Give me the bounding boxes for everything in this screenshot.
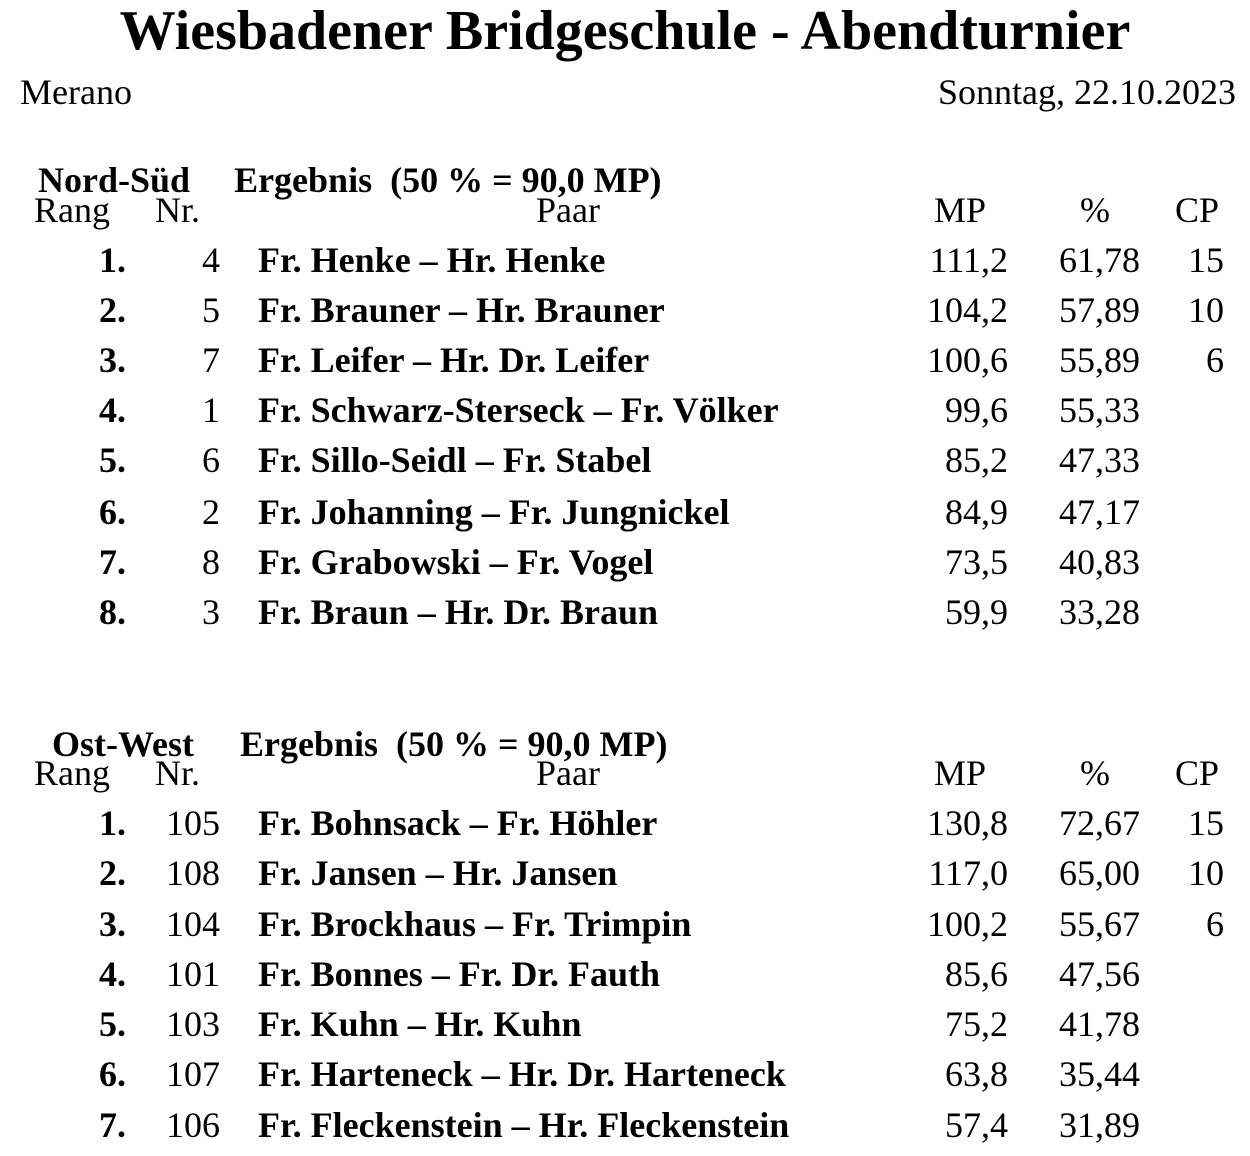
pair-names-cell: Fr. Bonnes – Fr. Dr. Fauth — [258, 954, 661, 994]
rank-cell: 6. — [99, 1054, 126, 1094]
pair-names-cell: Fr. Fleckenstein – Hr. Fleckenstein — [258, 1105, 790, 1145]
pair-number-cell: 105 — [166, 803, 220, 843]
table-row — [0, 285, 1250, 335]
pair-number-cell: 2 — [202, 492, 220, 532]
pair-number-cell: 4 — [202, 240, 220, 280]
rank-cell: 3. — [99, 904, 126, 944]
pair-number-cell: 7 — [202, 340, 220, 380]
pair-number-cell: 6 — [202, 440, 220, 480]
table-row — [0, 949, 1250, 999]
club-points-cell: 6 — [1206, 340, 1224, 380]
pair-names-cell: Fr. Harteneck – Hr. Dr. Harteneck — [258, 1054, 786, 1094]
column-header-pct: % — [1080, 753, 1110, 793]
rank-cell: 2. — [99, 853, 126, 893]
rank-cell: 7. — [99, 1105, 126, 1145]
date-label: Sonntag, 22.10.2023 — [937, 72, 1236, 112]
column-header-nr: Nr. — [155, 190, 200, 230]
club-points-cell: 6 — [1206, 904, 1224, 944]
pair-number-cell: 5 — [202, 290, 220, 330]
percent-cell: 47,56 — [1059, 954, 1140, 994]
section-result: Ergebnis (50 % = 90,0 MP) — [234, 160, 662, 200]
pair-number-cell: 1 — [202, 390, 220, 430]
rank-cell: 7. — [99, 542, 126, 582]
table-row — [0, 537, 1250, 587]
matchpoints-cell: 100,2 — [927, 904, 1008, 944]
pair-names-cell: Fr. Johanning – Fr. Jungnickel — [258, 492, 730, 532]
pair-number-cell: 103 — [166, 1004, 220, 1044]
rank-cell: 3. — [99, 340, 126, 380]
table-row — [0, 999, 1250, 1049]
percent-cell: 40,83 — [1059, 542, 1140, 582]
pair-number-cell: 106 — [166, 1105, 220, 1145]
pair-names-cell: Fr. Schwarz-Sterseck – Fr. Völker — [258, 390, 779, 430]
rank-cell: 1. — [99, 803, 126, 843]
matchpoints-cell: 117,0 — [928, 853, 1008, 893]
table-row — [0, 1049, 1250, 1099]
rank-cell: 5. — [99, 1004, 126, 1044]
rank-cell: 1. — [99, 240, 126, 280]
percent-cell: 55,33 — [1059, 390, 1140, 430]
percent-cell: 57,89 — [1059, 290, 1140, 330]
percent-cell: 33,28 — [1059, 592, 1140, 632]
club-points-cell: 15 — [1188, 240, 1224, 280]
table-row — [0, 235, 1250, 285]
pair-number-cell: 107 — [166, 1054, 220, 1094]
pair-names-cell: Fr. Sillo-Seidl – Fr. Stabel — [258, 440, 652, 480]
pair-names-cell: Fr. Henke – Hr. Henke — [258, 240, 606, 280]
club-points-cell: 15 — [1188, 803, 1224, 843]
table-row — [0, 385, 1250, 435]
table-row — [0, 798, 1250, 848]
matchpoints-cell: 99,6 — [945, 390, 1008, 430]
percent-cell: 35,44 — [1059, 1054, 1140, 1094]
matchpoints-cell: 73,5 — [945, 542, 1008, 582]
column-header-nr: Nr. — [155, 753, 200, 793]
matchpoints-cell: 85,6 — [945, 954, 1008, 994]
pair-number-cell: 8 — [202, 542, 220, 582]
column-header-mp: MP — [933, 753, 987, 793]
rank-cell: 4. — [99, 954, 126, 994]
percent-cell: 31,89 — [1059, 1105, 1140, 1145]
club-points-cell: 10 — [1188, 853, 1224, 893]
percent-cell: 41,78 — [1059, 1004, 1140, 1044]
column-header-mp: MP — [933, 190, 987, 230]
section-direction: Ost-West — [52, 724, 194, 764]
percent-cell: 72,67 — [1059, 803, 1140, 843]
matchpoints-cell: 104,2 — [927, 290, 1008, 330]
pair-number-cell: 104 — [166, 904, 220, 944]
matchpoints-cell: 100,6 — [927, 340, 1008, 380]
percent-cell: 47,17 — [1059, 492, 1140, 532]
table-row — [0, 487, 1250, 537]
matchpoints-cell: 57,4 — [945, 1105, 1008, 1145]
percent-cell: 55,89 — [1059, 340, 1140, 380]
pair-names-cell: Fr. Braun – Hr. Dr. Braun — [258, 592, 659, 632]
column-header-cp: CP — [1174, 753, 1220, 793]
club-points-cell: 10 — [1188, 290, 1224, 330]
pair-names-cell: Fr. Kuhn – Hr. Kuhn — [258, 1004, 582, 1044]
pair-names-cell: Fr. Brockhaus – Fr. Trimpin — [258, 904, 692, 944]
column-header-pct: % — [1080, 190, 1110, 230]
matchpoints-cell: 85,2 — [945, 440, 1008, 480]
table-row — [0, 848, 1250, 898]
table-header-ost-west — [0, 748, 1250, 798]
percent-cell: 65,00 — [1059, 853, 1140, 893]
matchpoints-cell: 111,2 — [929, 240, 1008, 280]
matchpoints-cell: 75,2 — [945, 1004, 1008, 1044]
table-header-nord-sued — [0, 185, 1250, 235]
pair-number-cell: 108 — [166, 853, 220, 893]
pair-number-cell: 3 — [202, 592, 220, 632]
section-direction: Nord-Süd — [38, 160, 191, 200]
percent-cell: 47,33 — [1059, 440, 1140, 480]
rank-cell: 6. — [99, 492, 126, 532]
column-header-paar: Paar — [536, 190, 600, 230]
column-header-paar: Paar — [536, 753, 600, 793]
percent-cell: 61,78 — [1059, 240, 1140, 280]
table-row — [0, 587, 1250, 637]
rank-cell: 2. — [99, 290, 126, 330]
percent-cell: 55,67 — [1059, 904, 1140, 944]
location-label: Merano — [20, 72, 132, 112]
pair-number-cell: 101 — [166, 954, 220, 994]
page-title: Wiesbadener Bridgeschule - Abendturnier — [119, 0, 1131, 62]
rank-cell: 5. — [99, 440, 126, 480]
table-row — [0, 435, 1250, 485]
section-result: Ergebnis (50 % = 90,0 MP) — [239, 724, 668, 764]
pair-names-cell: Fr. Jansen – Hr. Jansen — [258, 853, 618, 893]
matchpoints-cell: 59,9 — [945, 592, 1008, 632]
rank-cell: 4. — [99, 390, 126, 430]
column-header-cp: CP — [1174, 190, 1220, 230]
pair-names-cell: Fr. Bohnsack – Fr. Höhler — [258, 803, 658, 843]
column-header-rang: Rang — [34, 753, 110, 793]
table-row — [0, 1100, 1250, 1150]
pair-names-cell: Fr. Grabowski – Fr. Vogel — [258, 542, 654, 582]
table-row — [0, 899, 1250, 949]
table-row — [0, 335, 1250, 385]
rank-cell: 8. — [99, 592, 126, 632]
pair-names-cell: Fr. Leifer – Hr. Dr. Leifer — [258, 340, 650, 380]
matchpoints-cell: 84,9 — [945, 492, 1008, 532]
matchpoints-cell: 63,8 — [945, 1054, 1008, 1094]
pair-names-cell: Fr. Brauner – Hr. Brauner — [258, 290, 665, 330]
matchpoints-cell: 130,8 — [927, 803, 1008, 843]
column-header-rang: Rang — [34, 190, 110, 230]
